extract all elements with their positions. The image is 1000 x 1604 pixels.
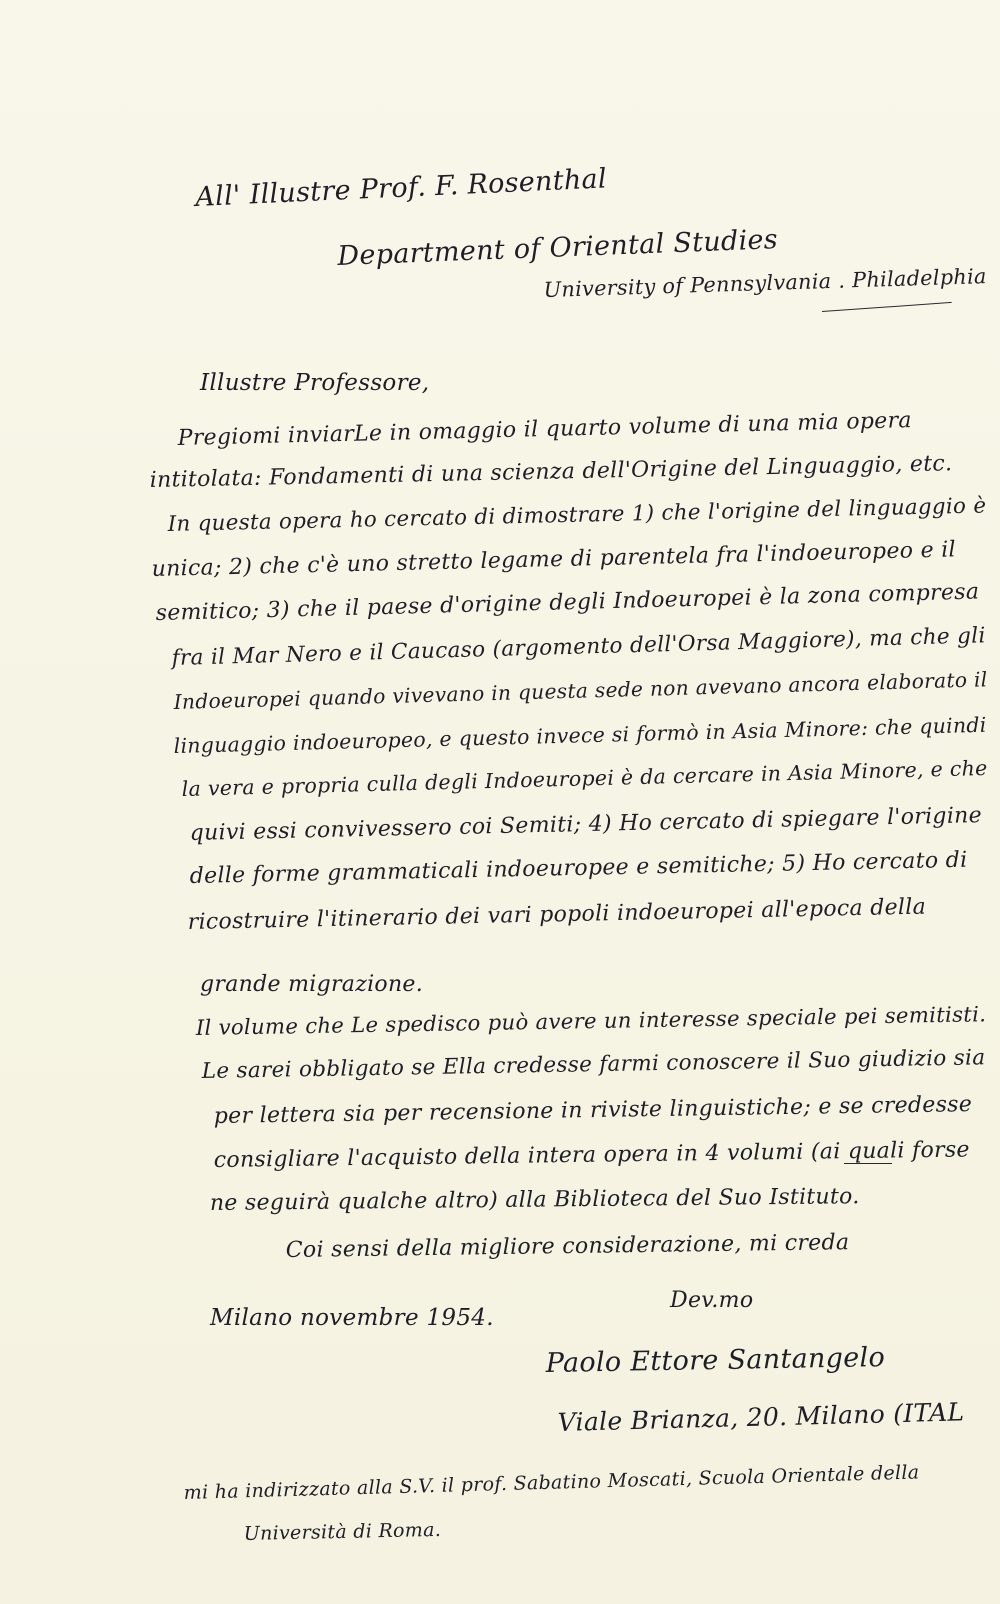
body-line: linguaggio indoeuropeo, e questo invece si formò in Asia Minore: che quindi xyxy=(173,712,987,758)
body-line: fra il Mar Nero e il Caucaso (argomento dell'Orsa Maggiore), ma che gli xyxy=(171,623,986,671)
body-line: In questa opera ho cercato di dimostrare 1) che l'origine del linguaggio è xyxy=(167,493,987,537)
body-line: semitico; 3) che il paese d'origine degli Indoeuropei è la zona compresa xyxy=(155,579,980,626)
salutation: Illustre Professore, xyxy=(200,370,430,396)
signature: Paolo Ettore Santangelo xyxy=(545,1342,886,1379)
sender-address: Viale Brianza, 20. Milano (ITAL xyxy=(557,1397,965,1437)
body-line: Il volume che Le spedisco può avere un interesse speciale pei semitisti. xyxy=(195,1001,987,1040)
body-line: Pregiomi inviarLe in omaggio il quarto volume di una mia opera xyxy=(177,408,913,451)
recipient-line-3: University of Pennsylvania . Philadelphia xyxy=(543,264,988,302)
body-line: Indoeuropei quando vivevano in questa sede non avevano ancora elaborato il xyxy=(173,667,988,714)
body-line: ricostruire l'itinerario dei vari popoli indoeuropei all'epoca della xyxy=(187,894,927,935)
body-line: Le sarei obbligato se Ella credesse farmi conoscere il Suo giudizio sia xyxy=(201,1045,986,1084)
body-line: Coi sensi della migliore considerazione, mi creda xyxy=(285,1230,850,1263)
body-line: ne seguirà qualche altro) alla Biblioteca del Suo Istituto. xyxy=(209,1184,860,1216)
footnote-line-1: mi ha indirizzato alla S.V. il prof. Sabatino Moscati, Scuola Orientale della xyxy=(183,1461,920,1504)
body-line: grande migrazione. xyxy=(200,972,424,997)
forse-underline xyxy=(844,1163,892,1164)
recipient-line-1: All' Illustre Prof. F. Rosenthal xyxy=(194,163,608,213)
footnote-line-2: Università di Roma. xyxy=(243,1518,442,1545)
city-underline xyxy=(822,302,952,312)
body-line: per lettera sia per recensione in riviste linguistiche; e se credesse xyxy=(213,1092,973,1129)
body-line: delle forme grammaticali indoeuropee e semitiche; 5) Ho cercato di xyxy=(189,847,968,889)
body-line: la vera e propria culla degli Indoeuropei è da cercare in Asia Minore, e che xyxy=(181,755,988,801)
body-line: consigliare l'acquisto della intera opera in 4 volumi (ai quali forse xyxy=(213,1137,970,1173)
closing-devotissimo: Dev.mo xyxy=(670,1288,754,1313)
body-line: unica; 2) che c'è uno stretto legame di parentela fra l'indoeuropeo e il xyxy=(151,537,957,582)
body-line: quivi essi convivessero coi Semiti; 4) Ho cercato di spiegare l'origine xyxy=(189,803,983,846)
recipient-line-2: Department of Oriental Studies xyxy=(336,224,779,272)
place-and-date: Milano novembre 1954. xyxy=(210,1305,494,1331)
body-line: intitolata: Fondamenti di una scienza dell'Origine del Linguaggio, etc. xyxy=(149,451,953,493)
